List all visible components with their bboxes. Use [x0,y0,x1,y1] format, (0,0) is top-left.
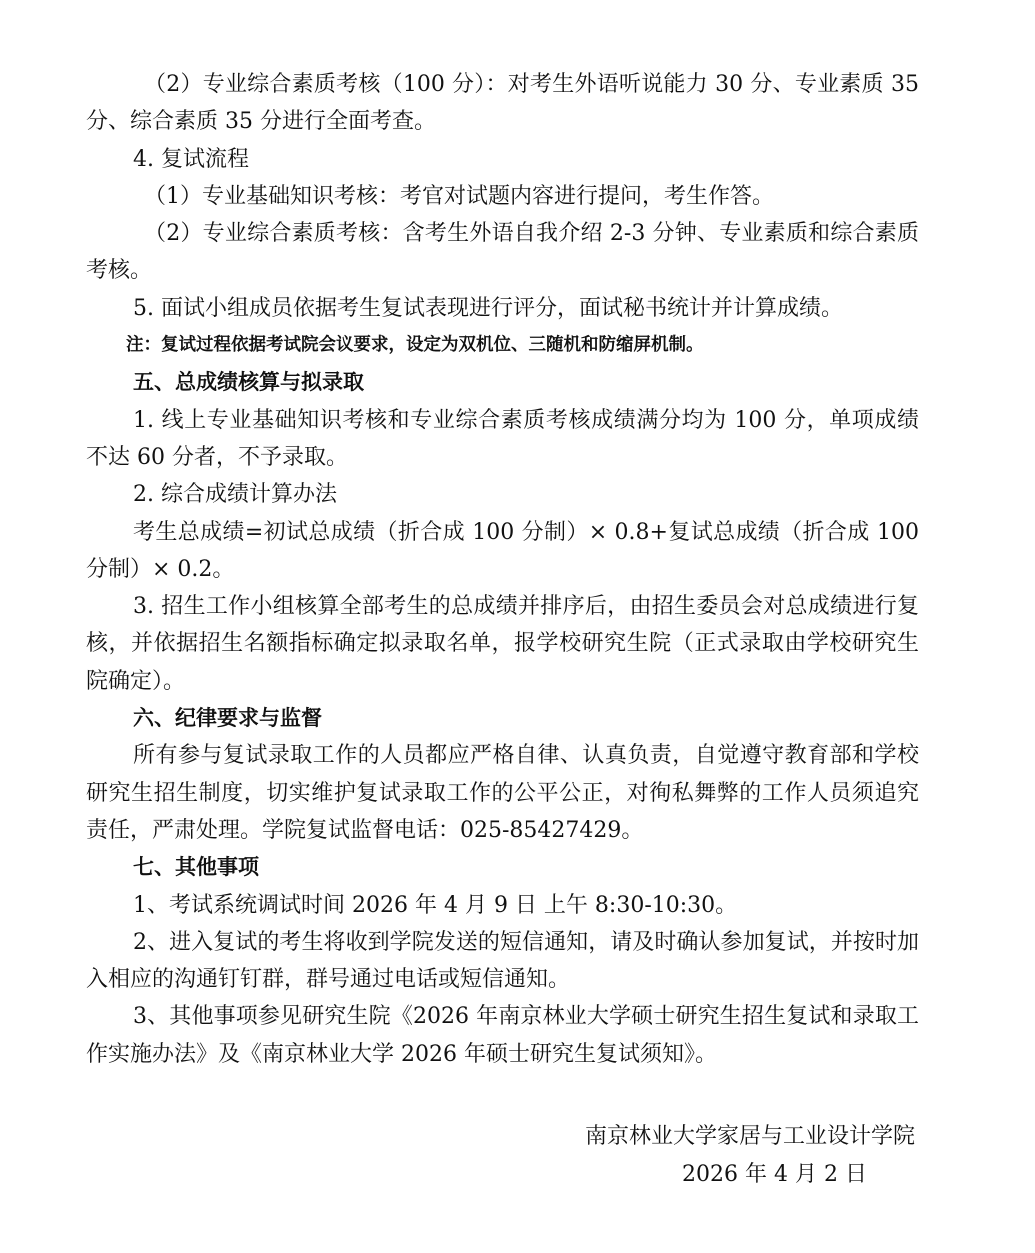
signature-org: 南京林业大学家居与工业设计学院 [584,1124,915,1149]
section-heading-5: 五、总成绩核算与拟录取 [133,370,364,395]
signature-block [585,1118,915,1194]
paragraph-retest-process-heading: 4. 复试流程 [133,146,249,172]
document-body [86,66,919,1073]
paragraph-calc-method-heading: 2. 综合成绩计算办法 [133,482,337,508]
paragraph-basic-knowledge-assessment: （1）专业基础知识考核：考官对试题内容进行提问，考生作答。 [144,183,774,209]
section-heading-6: 六、纪律要求与监督 [133,706,322,731]
paragraph-review-ranking: 3. 招生工作小组核算全部考生的总成绩并排序后，由招生委员会对总成绩进行复核，并依据招生名额指标确定拟录取名单，报学校研究生院（正式录取由学校研究生院确定）。 [86,594,919,694]
paragraph-other-matters: 3、其他事项参见研究生院《2026 年南京林业大学硕士研究生招生复试和录取工作实施办法》及《南京林业大学 2026 年硕士研究生复试须知》。 [86,1004,919,1067]
paragraph-comprehensive-assessment: （2）专业综合素质考核：含考生外语自我介绍 2-3 分钟、专业素质和综合素质考核。 [86,221,919,284]
paragraph-sms-notice: 2、进入复试的考生将收到学院发送的短信通知，请及时确认参加复试，并按时加入相应的沟通钉钉群，群号通过电话或短信通知。 [86,929,919,993]
note-dual-camera: 注：复试过程依据考试院会议要求，设定为双机位、三随机和防缩屏机制。 [126,335,704,356]
paragraph-professional-quality-assessment: （2）专业综合素质考核（100 分）：对考生外语听说能力 30 分、专业素质 35 分、综合素质 35 分进行全面考查。 [86,72,919,135]
signature-date: 2026 年 4 月 2 日 [682,1162,867,1187]
paragraph-system-debug: 1、考试系统调试时间 2026 年 4 月 9 日 上午 8:30-10:30。 [133,892,738,918]
section-heading-7: 七、其他事项 [133,855,259,880]
paragraph-scoring: 5. 面试小组成员依据考生复试表现进行评分，面试秘书统计并计算成绩。 [133,295,843,321]
paragraph-formula: 考生总成绩=初试总成绩（折合成 100 分制）× 0.8+复试总成绩（折合成 100 分制）× 0.2。 [86,519,919,582]
paragraph-full-score: 1. 线上专业基础知识考核和专业综合素质考核成绩满分均为 100 分，单项成绩不达 60 分者，不予录取。 [86,407,919,470]
paragraph-discipline: 所有参与复试录取工作的人员都应严格自律、认真负责，自觉遵守教育部和学校研究生招生制度，切实维护复试录取工作的公平公正，对徇私舞弊的工作人员须追究责任，严肃处理。学院复试监督电话：025-85427429。 [86,743,919,843]
